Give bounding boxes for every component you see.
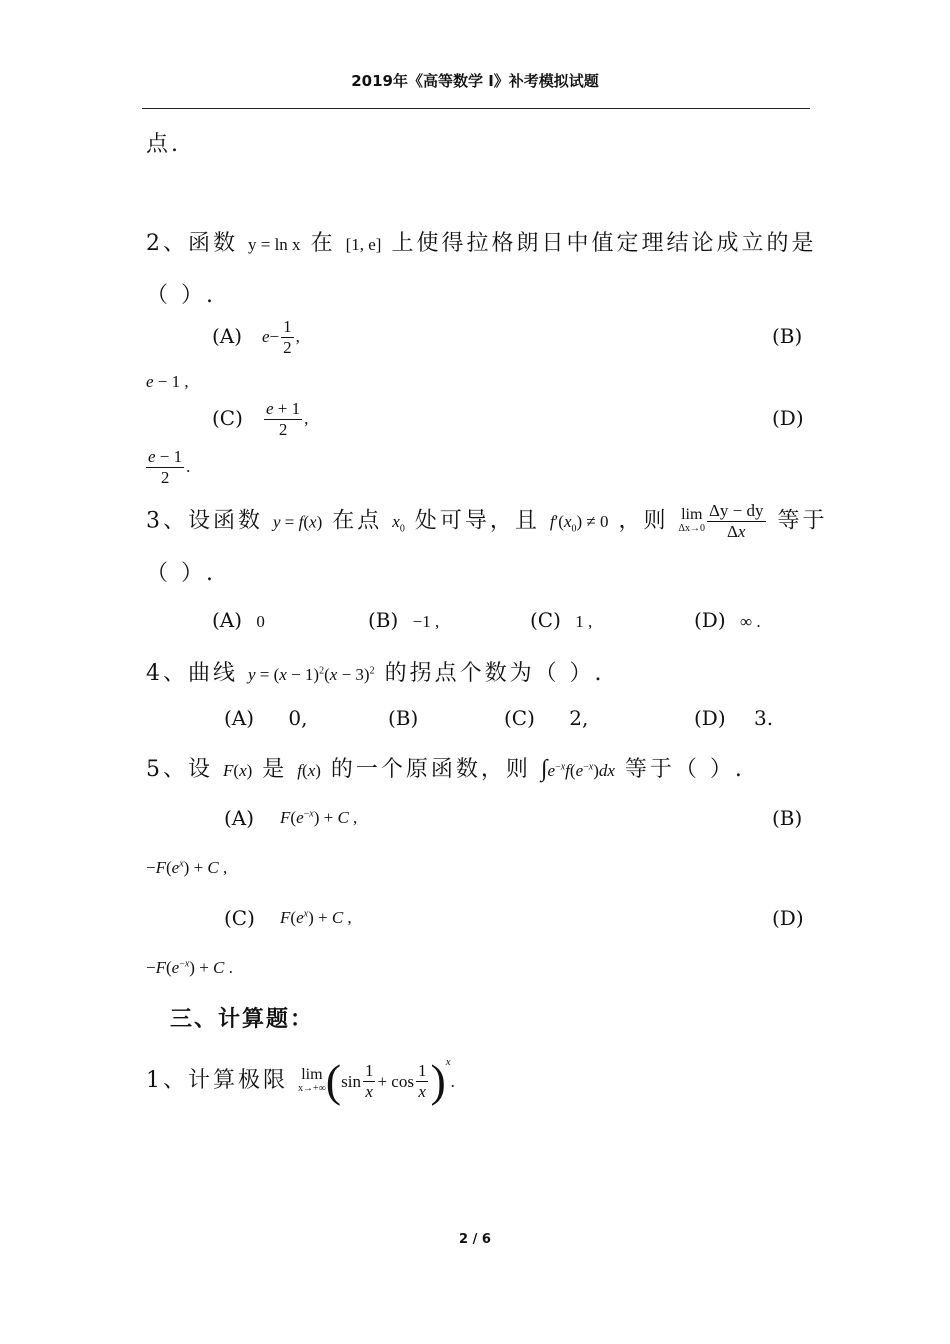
q2-option-a: e− $\frac{1}{2}$ , <box>262 317 300 357</box>
q3-option-a: 0 <box>256 612 265 631</box>
q2-func: y = ln x <box>248 235 301 254</box>
q5-prefix: 5、设 <box>146 757 213 782</box>
q2-interval: [1, e] <box>345 235 382 254</box>
q5-stem: 5、设 F(x) 是 f(x) 的一个原函数，则 $\int e^{-x}f(e^{-x})dx$ 等于（ ）. <box>146 756 745 782</box>
q4-option-a-wrap <box>224 706 308 730</box>
q3-mid1: 在点 <box>332 508 383 534</box>
q5-option-d-label: (D) <box>772 906 804 930</box>
q3-options <box>212 608 265 632</box>
q2-blank: （ ）. <box>146 283 216 308</box>
q4-option-a-label: (A) <box>224 706 255 730</box>
q3-option-d-label: (D) <box>694 608 726 632</box>
q2-option-b-label: (B) <box>772 324 803 348</box>
q5-mid1: 是 <box>262 757 288 782</box>
q4-option-d-label: (D) <box>694 706 726 730</box>
calc1-prefix: 1、计算极限 <box>146 1068 288 1093</box>
header-divider <box>142 108 810 109</box>
q3-option-c: 1 , <box>575 612 593 631</box>
q5-option-a-label: (A) <box>224 806 255 830</box>
page-number: 2 / 6 <box>459 1232 491 1247</box>
q4-option-b-label: (B) <box>388 706 419 730</box>
q5-option-c: $F(e^x) + C$ , <box>280 908 352 927</box>
q2-prefix: 2、函数 <box>146 231 238 256</box>
q2-option-d-label: (D) <box>772 406 804 430</box>
q3-blank: （ ）. <box>146 561 216 586</box>
q2-stem <box>146 226 816 257</box>
q2-suffix: 上使得拉格朗日中值定理结论成立的是 <box>391 231 817 256</box>
q5-option-b: $-F(e^x) + C$ , <box>146 858 228 877</box>
q4-option-c: 2, <box>569 706 589 730</box>
q4-option-b-wrap <box>388 706 418 730</box>
q3-option-b-label: (B) <box>368 608 399 632</box>
q2-option-a-label: (A) <box>212 324 243 348</box>
calc1-stem: 1、计算极限 lim x→+∞ (sin $\frac{1}{x}$ + cos $\frac{1}{x}$ )$^x$. <box>146 1055 455 1106</box>
q4-option-d: 3. <box>754 706 774 730</box>
q5-option-b-label: (B) <box>772 806 803 830</box>
q2-mid: 在 <box>310 231 336 256</box>
q2-option-c-label: (C) <box>212 406 243 430</box>
q4-option-a: 0, <box>288 706 308 730</box>
q2-option-d: $\frac{e - 1}{2}$ . <box>148 447 191 487</box>
q3-option-c-label: (C) <box>530 608 561 632</box>
q3-mid2: 处可导，且 <box>414 508 540 534</box>
section-title: 三、计算题： <box>170 1007 315 1032</box>
q3-limit: lim Δx→0 <box>678 506 705 535</box>
q4-suffix: 的拐点个数为（ ）. <box>384 661 605 686</box>
q5-suffix: 等于（ ）. <box>624 757 745 782</box>
q4-prefix: 4、曲线 <box>146 661 238 686</box>
q4-option-d-wrap <box>694 706 773 730</box>
calc1-limit: lim x→+∞ <box>298 1066 326 1094</box>
q4-stem: 4、曲线 $y = (x - 1)^2(x - 3)^2$ 的拐点个数为（ ）. <box>146 661 605 686</box>
page-header: 2019年《高等数学 I》补考模拟试题 <box>351 72 599 90</box>
q5-mid2: 的一个原函数，则 <box>330 757 531 782</box>
q3-option-c-wrap <box>530 608 592 632</box>
q5-option-a: $F(e^{-x}) + C$ , <box>280 808 358 827</box>
q4-option-c-wrap <box>504 706 588 730</box>
q4-option-c-label: (C) <box>504 706 535 730</box>
intro-tail: 点. <box>146 132 181 157</box>
q3-mid3: ，则 <box>618 508 669 534</box>
q2-option-b: e − 1 , <box>146 372 189 391</box>
q5-option-c-label: (C) <box>224 906 255 930</box>
q3-option-d: ∞ . <box>740 612 761 631</box>
q5-option-d: $-F(e^{-x}) + C$ . <box>146 958 233 977</box>
q3-suffix: 等于 <box>777 508 828 534</box>
q3-prefix: 3、设函数 <box>146 508 263 534</box>
q3-option-a-label: (A) <box>212 608 243 632</box>
q3-option-d-wrap <box>694 608 761 632</box>
q3-stem: 3、设函数 y = f(x) 在点 $x_0$ 处可导，且 $f'(x_0) \ne 0$ ，则 lim Δx→0 $\frac{\Delta y - dy}{\Delta x}$ 等于 <box>146 501 828 541</box>
q2-option-c: $\frac{e + 1}{2}$ , <box>266 399 309 439</box>
q3-option-b-wrap <box>368 608 439 632</box>
q3-option-b: −1 , <box>412 612 440 631</box>
